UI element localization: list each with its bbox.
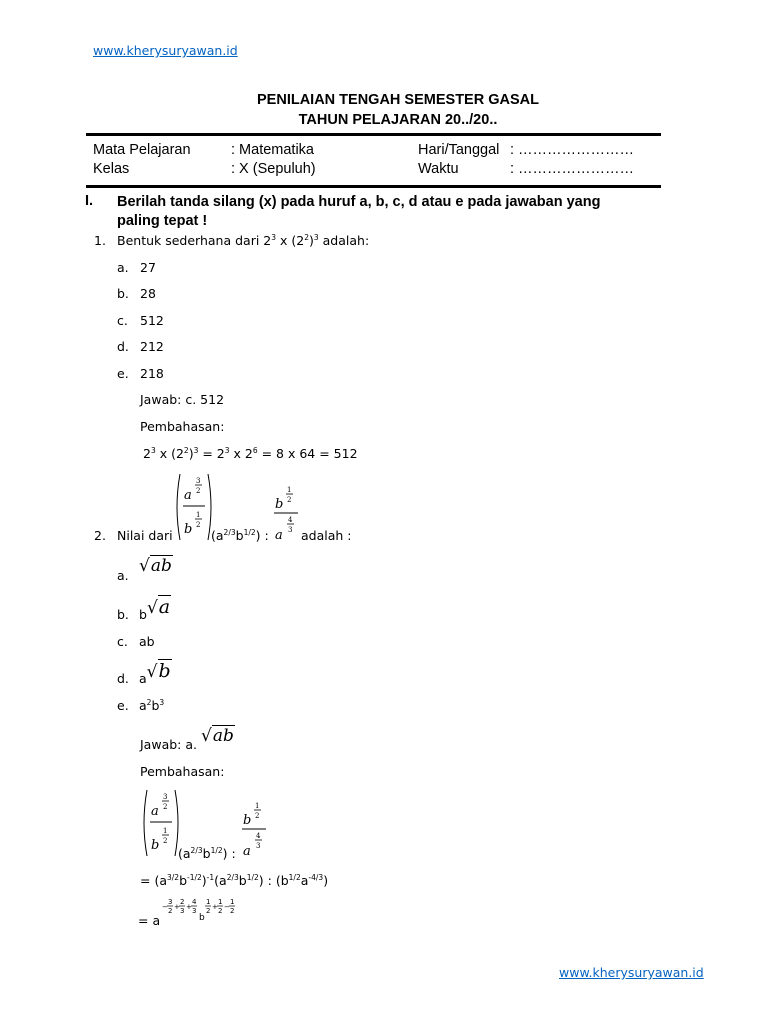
- q1-option-d-letter: d.: [117, 339, 129, 354]
- q2-discussion-divisor-fraction: [240, 797, 270, 859]
- q2-answer-prefix: Jawab: a.: [140, 737, 197, 752]
- svg-text:b: b: [184, 522, 193, 537]
- date-value: : ……………………: [510, 142, 635, 158]
- svg-text:1: 1: [196, 511, 201, 519]
- svg-text:a: a: [275, 528, 283, 543]
- q2-option-d[interactable]: a√b: [139, 660, 171, 686]
- svg-text:2: 2: [287, 496, 292, 504]
- svg-text:1: 1: [218, 898, 223, 906]
- svg-text:2: 2: [230, 907, 235, 915]
- q2-discussion-step1: = $(a^{3/2}b^{-1/2})^{-1}(a^{2/3}b^{1/2})$ : $(b^{1/2}a^{-4/3})$: [140, 873, 329, 888]
- section-number: I.: [85, 193, 94, 209]
- question-2-suffix: adalah :: [301, 528, 352, 543]
- svg-text:2: 2: [163, 837, 168, 845]
- top-website-link[interactable]: www.kherysuryawan.id: [93, 43, 238, 58]
- svg-text:3: 3: [196, 477, 201, 485]
- svg-text:b: b: [243, 813, 252, 828]
- q2-option-a[interactable]: [139, 556, 173, 576]
- q2-discussion-middle: $(a^{2/3}b^{1/2})$ :: [178, 846, 236, 861]
- svg-text:3: 3: [163, 793, 168, 801]
- svg-text:a: a: [184, 488, 192, 503]
- question-2-middle: $(a^{2/3}b^{1/2})$ :: [211, 528, 269, 543]
- subject-label: Mata Pelajaran: [93, 142, 191, 158]
- svg-text:2: 2: [206, 907, 211, 915]
- svg-text:2: 2: [196, 521, 201, 529]
- class-label: Kelas: [93, 161, 130, 177]
- question-2-prefix: Nilai dari: [117, 528, 173, 543]
- svg-text:4: 4: [192, 898, 197, 906]
- bottom-website-link[interactable]: www.kherysuryawan.id: [559, 965, 704, 980]
- sqrt-b-symbol: √b: [146, 660, 171, 682]
- q1-option-a[interactable]: 27: [140, 260, 156, 275]
- top-rule: [86, 133, 661, 136]
- q2-option-d-letter: d.: [117, 671, 129, 686]
- q2-answer-value: [201, 726, 235, 746]
- sqrt-a-symbol: √a: [146, 596, 171, 618]
- svg-text:= a: = a: [138, 913, 161, 928]
- q1-option-e-letter: e.: [117, 366, 129, 381]
- svg-text:2: 2: [196, 487, 201, 495]
- svg-text:+: +: [186, 903, 192, 911]
- q2-bracketed-fraction: [174, 472, 214, 542]
- svg-text:2: 2: [255, 812, 260, 820]
- q1-discussion-label: Pembahasan:: [140, 419, 225, 434]
- question-1-number: 1.: [94, 233, 106, 248]
- svg-text:a: a: [243, 844, 251, 859]
- q1-option-b[interactable]: 28: [140, 286, 156, 301]
- svg-text:1: 1: [255, 802, 260, 810]
- svg-text:−: −: [162, 903, 168, 911]
- q1-option-c[interactable]: 512: [140, 313, 164, 328]
- svg-text:+: +: [212, 903, 218, 911]
- svg-text:b: b: [275, 497, 284, 512]
- q2-option-b[interactable]: b√a: [139, 596, 171, 622]
- date-label: Hari/Tanggal: [418, 142, 500, 158]
- svg-text:2: 2: [180, 898, 185, 906]
- svg-text:b: b: [151, 838, 160, 853]
- question-1-text: Bentuk sederhana dari $2^3$ x $(2^2)^3$ adalah:: [117, 233, 370, 248]
- time-label: Waktu: [418, 161, 459, 177]
- svg-text:4: 4: [256, 832, 261, 840]
- sqrt-ab-symbol: √ab: [139, 556, 172, 576]
- svg-text:3: 3: [180, 907, 185, 915]
- svg-text:2: 2: [168, 907, 173, 915]
- q2-option-e[interactable]: $a^2b^3$: [139, 698, 165, 713]
- q1-answer: Jawab: c. 512: [140, 392, 225, 407]
- time-value: : ……………………: [510, 161, 635, 177]
- answer-sqrt-ab-symbol: √ab: [201, 726, 234, 746]
- svg-text:3: 3: [288, 526, 293, 534]
- svg-text:−: −: [224, 903, 230, 911]
- svg-text:b: b: [199, 913, 205, 923]
- q2-option-b-letter: b.: [117, 607, 129, 622]
- svg-text:1: 1: [163, 827, 168, 835]
- q1-option-d[interactable]: 212: [140, 339, 164, 354]
- svg-text:1: 1: [287, 486, 292, 494]
- svg-text:4: 4: [288, 516, 293, 524]
- subject-value: : Matematika: [231, 142, 314, 158]
- svg-text:3: 3: [256, 842, 261, 850]
- q2-discussion-label: Pembahasan:: [140, 764, 225, 779]
- svg-text:1: 1: [230, 898, 235, 906]
- svg-text:1: 1: [206, 898, 211, 906]
- page-title: PENILAIAN TENGAH SEMESTER GASAL: [257, 92, 539, 108]
- q2-option-a-letter: a.: [117, 568, 129, 583]
- class-value: : X (Sepuluh): [231, 161, 316, 177]
- q2-discussion-bracketed-fraction: [141, 788, 181, 858]
- q1-option-a-letter: a.: [117, 260, 129, 275]
- svg-text:a: a: [151, 804, 159, 819]
- svg-text:2: 2: [163, 803, 168, 811]
- svg-text:+: +: [174, 903, 180, 911]
- question-2-number: 2.: [94, 528, 106, 543]
- q1-option-b-letter: b.: [117, 286, 129, 301]
- q2-discussion-step2: [138, 896, 248, 930]
- svg-text:3: 3: [192, 907, 197, 915]
- q2-option-c[interactable]: ab: [139, 634, 155, 649]
- q1-option-c-letter: c.: [117, 313, 128, 328]
- page-subtitle: TAHUN PELAJARAN 20../20..: [298, 112, 498, 128]
- q2-option-c-letter: c.: [117, 634, 128, 649]
- q1-discussion-formula: $2^3$ x $(2^2)^3 = 2^3$ x $2^6 = 8$ x 64 = 512: [143, 446, 358, 461]
- section-instruction: Berilah tanda silang (x) pada huruf a, b, c, d atau e pada jawaban yang paling tepat !: [117, 194, 601, 229]
- bottom-rule: [86, 185, 661, 188]
- svg-text:3: 3: [168, 898, 173, 906]
- svg-text:2: 2: [218, 907, 223, 915]
- q2-divisor-fraction: [272, 481, 302, 543]
- q1-option-e[interactable]: 218: [140, 366, 164, 381]
- q2-option-e-letter: e.: [117, 698, 129, 713]
